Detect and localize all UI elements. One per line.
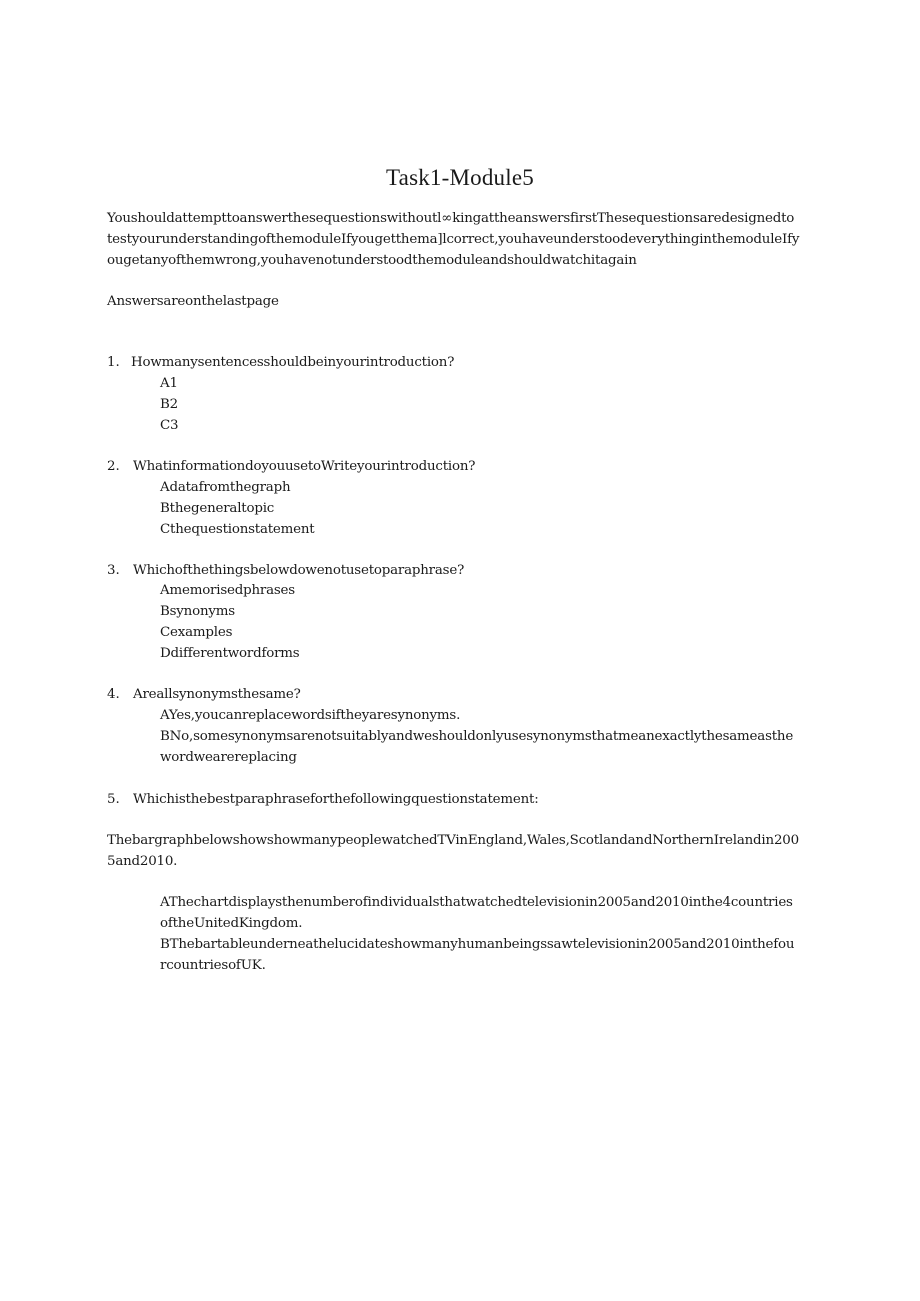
question-5-option-b-cont: rcountriesofUK.: [160, 958, 266, 973]
intro-line-3: ougetanyofthemwrong,youhavenotunderstoodthemoduleandshouldwatchitagain: [107, 253, 637, 268]
question-5-statement-line-1: ThebargraphbelowshowshowmanypeoplewatchedTVinEngland,Wales,ScotlandandNorthernIrelandin200: [107, 833, 799, 848]
page-title: Task1-Module5: [386, 165, 534, 190]
question-2-text: WhatinformationdoyouusetoWriteyourintroduction?: [133, 459, 476, 474]
question-1-option-a: A1: [160, 376, 178, 391]
question-3-option-c: Cexamples: [160, 625, 233, 640]
answers-note: Answersareonthelastpage: [107, 294, 279, 309]
question-3-number: 3.: [107, 563, 120, 578]
question-5-option-a: AThechartdisplaysthenumberofindividualsthatwatchedtelevisionin2005and2010inthe4countries: [160, 895, 793, 910]
question-1-text: Howmanysentencesshouldbeinyourintroduction?: [131, 355, 455, 370]
question-5-text: Whichisthebestparaphraseforthefollowingquestionstatement:: [133, 792, 539, 807]
question-2-option-b: Bthegeneraltopic: [160, 501, 275, 516]
question-5-number: 5.: [107, 792, 120, 807]
question-4-text: Areallsynonymsthesame?: [133, 687, 301, 702]
question-4-option-a: AYes,youcanreplacewordsiftheyaresynonyms.: [160, 708, 461, 723]
question-5-option-a-cont: oftheUnitedKingdom.: [160, 916, 303, 931]
intro-line-2: testyourunderstandingofthemoduleIfyougetthema]lcorrect,youhaveunderstoodeverythinginthemoduleIfy: [107, 232, 800, 247]
question-2-option-a: Adatafromthegraph: [160, 480, 291, 495]
question-2-number: 2.: [107, 459, 120, 474]
question-1-number: 1.: [107, 355, 120, 370]
question-2-option-c: Cthequestionstatement: [160, 522, 315, 537]
question-3-option-a: Amemorisedphrases: [160, 583, 295, 598]
question-1-option-c: C3: [160, 418, 179, 433]
question-3-text: Whichofthethingsbelowdowenotusetoparaphrase?: [133, 563, 465, 578]
question-5-statement-line-2: 5and2010.: [107, 854, 178, 869]
question-4-option-b-cont: wordwearereplacing: [160, 750, 297, 765]
intro-line-1: Youshouldattempttoanswerthesequestionswithoutl∞kingattheanswersfirstThesequestionsaredesignedto: [107, 211, 795, 226]
question-3-option-b: Bsynonyms: [160, 604, 235, 619]
question-4-option-b: BNo,somesynonymsarenotsuitablyandweshouldonlyusesynonymsthatmeanexactlythesameasthe: [160, 729, 794, 744]
question-5-option-b: BThebartableunderneathelucidateshowmanyhumanbeingssawtelevisionin2005and2010inthefou: [160, 937, 795, 952]
question-1-option-b: B2: [160, 397, 178, 412]
question-4-number: 4.: [107, 687, 120, 702]
question-3-option-d: Ddifferentwordforms: [160, 646, 300, 661]
